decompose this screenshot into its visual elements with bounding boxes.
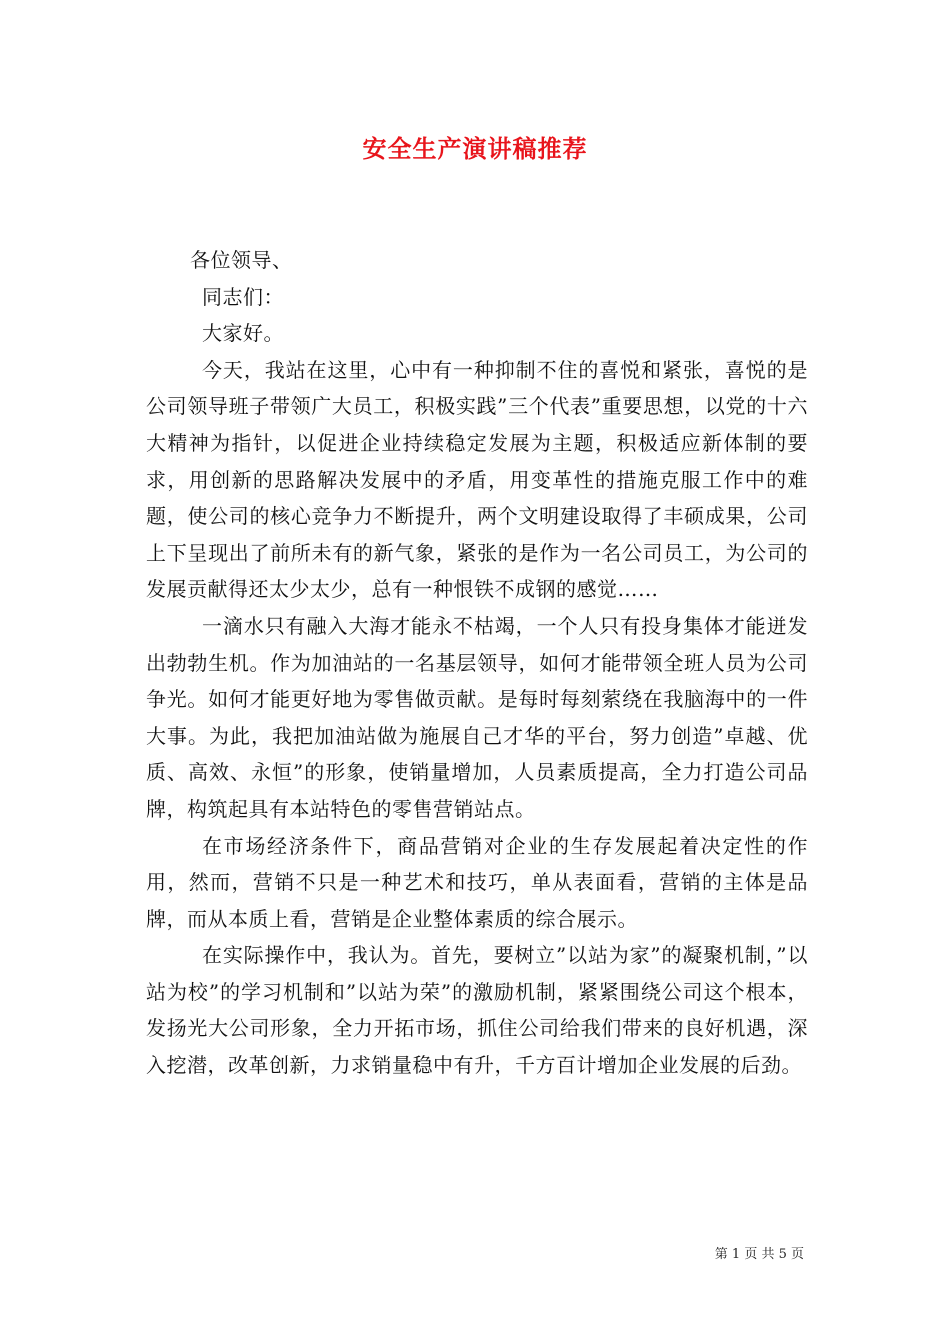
paragraph-1: 今天，我站在这里，心中有一种抑制不住的喜悦和紧张，喜悦的是公司领导班子带领广大员工，积极实践”三个代表”重要思想，以党的十六大精神为指针，以促进企业持续稳定发展为主题，积极适应新体制的要求，用创新的思路解决发展中的矛盾，用变革性的措施克服工作中的难题，使公司的核心竞争力不断提升，两个文明建设取得了丰硕成果，公司上下呈现出了前所未有的新气象，紧张的是作为一名公司员工，为公司的发展贡献得还太少太少，总有一种恨铁不成钢的感觉…… [146, 357, 808, 602]
salutation-comrades: 同志们： [202, 284, 284, 309]
document-body [146, 242, 808, 1084]
paragraph-4: 在实际操作中，我认为。首先，要树立”以站为家”的凝聚机制，”以站为校”的学习机制和”以站为荣”的激励机制，紧紧围绕公司这个根本，发扬光大公司形象，全力开拓市场，抓住公司给我们带来的良好机遇，深入挖潜，改革创新，力求销量稳中有升，千方百计增加企业发展的后劲。 [146, 943, 808, 1078]
paragraph-3: 在市场经济条件下，商品营销对企业的生存发展起着决定性的作用，然而，营销不只是一种艺术和技巧，单从表面看，营销的主体是品牌，而从本质上看，营销是企业整体素质的综合展示。 [146, 833, 808, 931]
page-number-footer: 第 1 页 共 5 页 [714, 1247, 804, 1262]
salutation-leaders: 各位领导、 [190, 248, 293, 272]
paragraph-2: 一滴水只有融入大海才能永不枯竭，一个人只有投身集体才能迸发出勃勃生机。作为加油站的一名基层领导，如何才能带领全班人员为公司争光。如何才能更好地为零售做贡献。是每时每刻萦绕在我脑海中的一件大事。为此，我把加油站做为施展自己才华的平台，努力创造”卓越、优质、高效、永恒”的形象，使销量增加，人员素质提高，全力打造公司品牌，构筑起具有本站特色的零售营销站点。 [146, 613, 808, 821]
document-title: 安全生产演讲稿推荐 [362, 134, 588, 163]
greeting: 大家好。 [202, 321, 284, 346]
